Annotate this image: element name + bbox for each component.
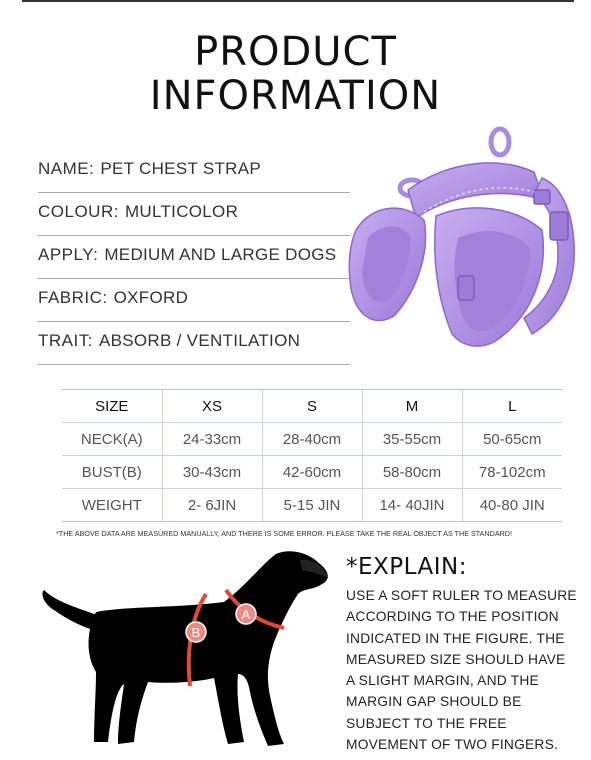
- table-cell: 14- 40JIN: [362, 489, 462, 522]
- info-key: NAME:: [38, 159, 95, 178]
- page-title-line1: PRODUCT: [194, 29, 397, 75]
- dog-measure-figure: [38, 546, 338, 756]
- table-cell: 40-80 JIN: [462, 489, 562, 522]
- table-row: [62, 489, 562, 522]
- explain-line: SUBJECT TO THE FREE: [346, 715, 507, 731]
- top-divider: [22, 0, 574, 2]
- info-value: MEDIUM AND LARGE DOGS: [104, 245, 337, 264]
- product-info-list: [38, 150, 350, 365]
- table-header: M: [362, 390, 462, 423]
- table-cell: 5-15 JIN: [262, 489, 362, 522]
- table-header-row: [62, 390, 562, 423]
- info-value: ABSORB / VENTILATION: [98, 331, 301, 350]
- info-key: APPLY:: [38, 245, 99, 264]
- info-row-trait: [38, 322, 350, 365]
- table-cell: BUST(B): [62, 456, 162, 489]
- info-value: OXFORD: [113, 288, 189, 307]
- page-title-line2: INFORMATION: [149, 73, 442, 119]
- explain-line: A SLIGHT MARGIN, AND THE: [346, 673, 539, 689]
- table-cell: 42-60cm: [262, 456, 362, 489]
- info-value: MULTICOLOR: [124, 202, 239, 221]
- info-value: PET CHEST STRAP: [100, 159, 262, 178]
- table-header: S: [262, 390, 362, 423]
- info-row-apply: [38, 236, 356, 279]
- table-cell: 24-33cm: [162, 423, 262, 456]
- info-row-name: [38, 150, 350, 193]
- harness-product-image: [338, 120, 586, 352]
- label-b: B: [191, 625, 201, 640]
- table-cell: NECK(A): [62, 423, 162, 456]
- explain-line: MEASURED SIZE SHOULD HAVE: [346, 651, 566, 667]
- measurement-note: *THE ABOVE DATA ARE MEASURED MANUALLY, AND THERE IS SOME ERROR. PLEASE TAKE THE REAL OBJECT AS THE STANDARD!: [56, 529, 512, 538]
- buckle-icon: [550, 212, 568, 240]
- info-row-colour: [38, 193, 350, 236]
- size-table: [62, 389, 562, 522]
- info-key: COLOUR:: [38, 202, 119, 221]
- label-b-badge: [186, 622, 206, 642]
- table-cell: WEIGHT: [62, 489, 162, 522]
- table-cell: 30-43cm: [162, 456, 262, 489]
- explain-line: MARGIN GAP SHOULD BE: [346, 694, 522, 710]
- label-a-badge: [236, 604, 256, 624]
- table-cell: 50-65cm: [462, 423, 562, 456]
- info-key: FABRIC:: [38, 288, 108, 307]
- table-cell: 58-80cm: [362, 456, 462, 489]
- table-header: XS: [162, 390, 262, 423]
- buckle-icon: [458, 276, 474, 300]
- table-header: L: [462, 390, 562, 423]
- explain-line: ACCORDING TO THE POSITION: [346, 609, 559, 625]
- explain-line: INDICATED IN THE FIGURE. THE: [346, 630, 565, 646]
- dog-silhouette: [89, 551, 328, 746]
- explain-line: MOVEMENT OF TWO FINGERS.: [346, 737, 559, 753]
- explain-title: *EXPLAIN:: [346, 554, 467, 580]
- info-key: TRAIT:: [38, 331, 93, 350]
- info-row-fabric: [38, 279, 350, 322]
- explain-line: USE A SOFT RULER TO MEASURE: [346, 588, 577, 603]
- explain-body: [346, 585, 586, 755]
- table-header: SIZE: [62, 390, 162, 423]
- buckle-icon: [534, 190, 550, 204]
- label-a: A: [241, 607, 251, 622]
- table-cell: 2- 6JIN: [162, 489, 262, 522]
- table-cell: 35-55cm: [362, 423, 462, 456]
- d-ring-icon: [491, 129, 509, 155]
- table-row: [62, 456, 562, 489]
- table-cell: 28-40cm: [262, 423, 362, 456]
- table-row: [62, 423, 562, 456]
- table-cell: 78-102cm: [462, 456, 562, 489]
